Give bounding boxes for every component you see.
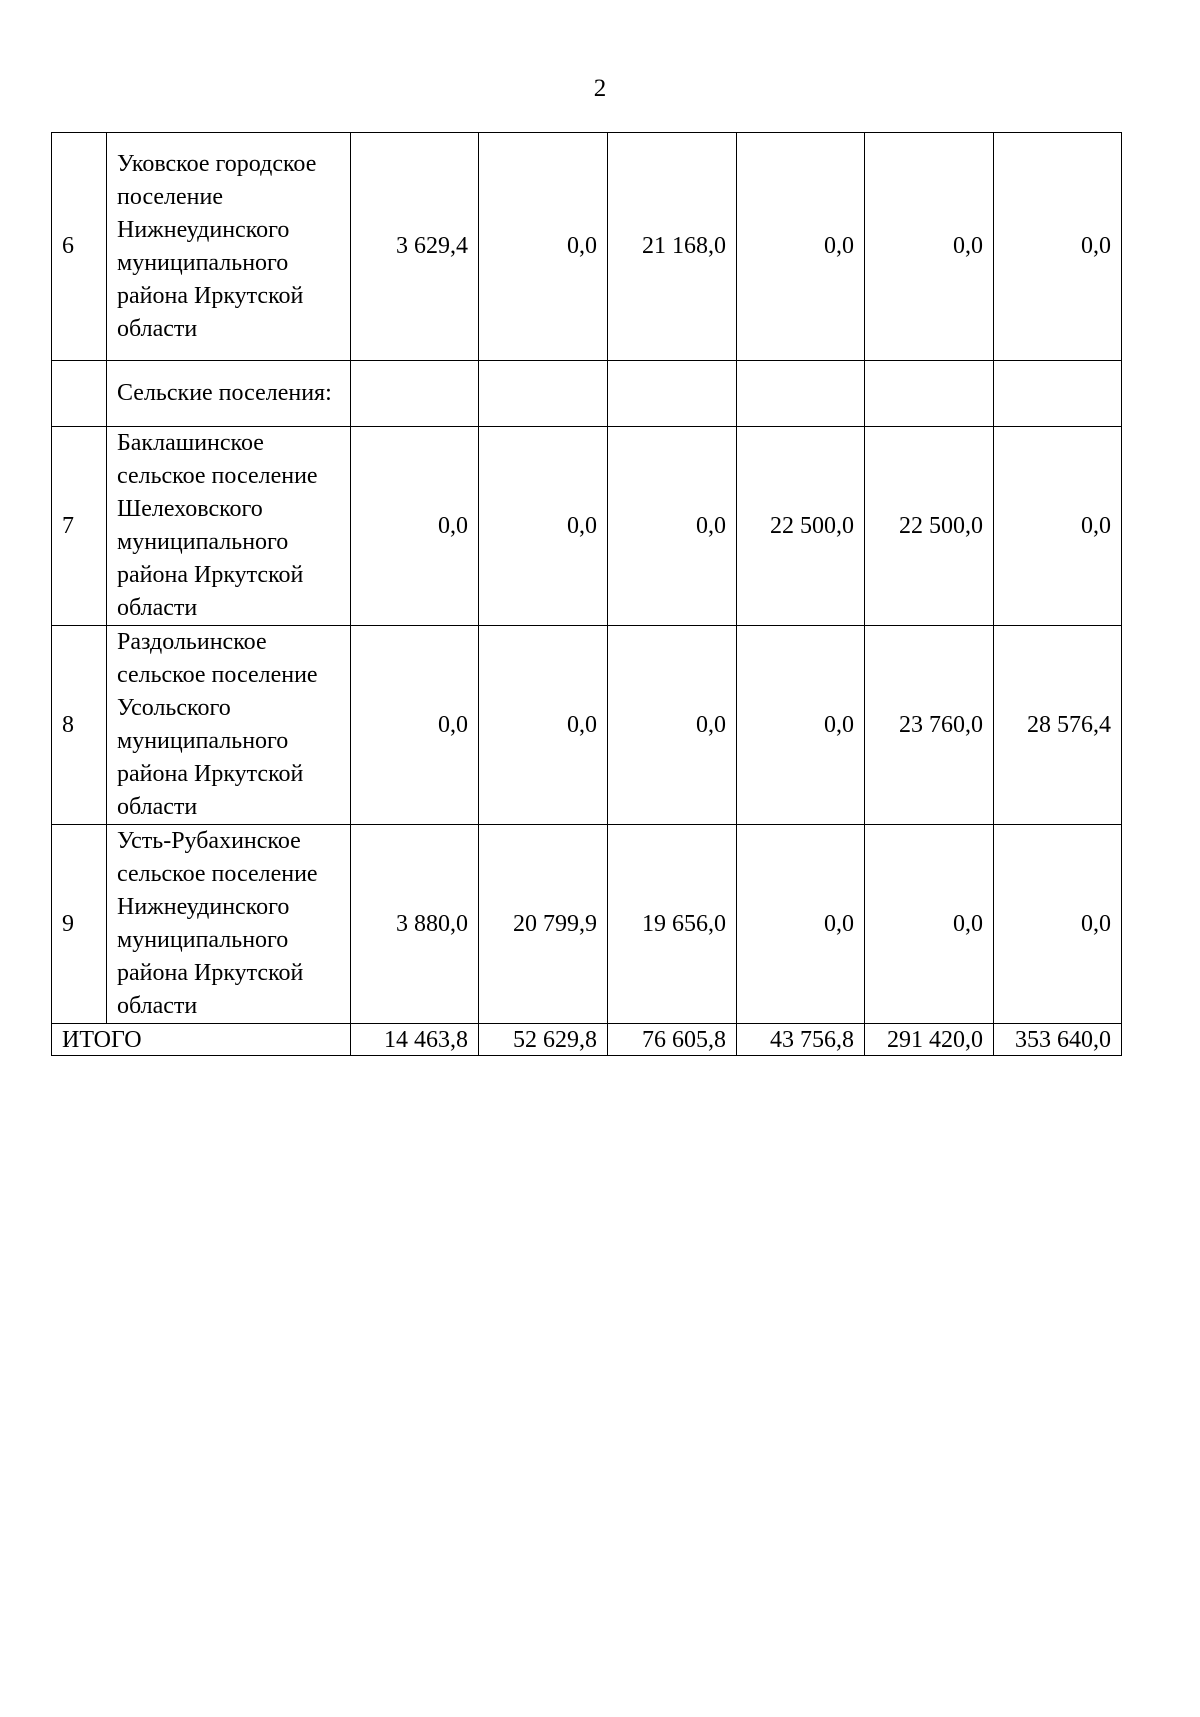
value-cell: 0,0: [608, 427, 737, 626]
total-value: 291 420,0: [865, 1024, 994, 1056]
value-cell: 0,0: [994, 825, 1122, 1024]
value-cell: 0,0: [865, 825, 994, 1024]
value-cell: 0,0: [351, 626, 479, 825]
value-cell: 0,0: [479, 133, 608, 361]
value-cell: 0,0: [994, 133, 1122, 361]
total-value: 43 756,8: [737, 1024, 865, 1056]
section-header-row: [52, 361, 1122, 427]
total-value: 14 463,8: [351, 1024, 479, 1056]
value-cell: 0,0: [994, 427, 1122, 626]
value-cell: 22 500,0: [865, 427, 994, 626]
row-number: [52, 361, 107, 427]
value-cell: 0,0: [737, 825, 865, 1024]
row-number: 6: [52, 133, 107, 361]
value-cell: [351, 361, 479, 427]
total-row: [52, 1024, 1122, 1056]
value-cell: [994, 361, 1122, 427]
value-cell: 20 799,9: [479, 825, 608, 1024]
value-cell: [737, 361, 865, 427]
total-value: 52 629,8: [479, 1024, 608, 1056]
value-cell: 0,0: [479, 626, 608, 825]
value-cell: 19 656,0: [608, 825, 737, 1024]
value-cell: [865, 361, 994, 427]
value-cell: 0,0: [865, 133, 994, 361]
table-row: [52, 825, 1122, 1024]
budget-table: [51, 132, 1122, 1056]
row-number: 8: [52, 626, 107, 825]
value-cell: 23 760,0: [865, 626, 994, 825]
value-cell: 3 880,0: [351, 825, 479, 1024]
section-title: Сельские поселения:: [107, 361, 351, 427]
value-cell: [479, 361, 608, 427]
value-cell: 0,0: [608, 626, 737, 825]
row-number: 9: [52, 825, 107, 1024]
settlement-name: Усть-Рубахинское сельское поселение Нижнеудинского муниципального района Иркутской области: [107, 825, 351, 1024]
table-row: [52, 626, 1122, 825]
value-cell: 0,0: [737, 626, 865, 825]
total-value: 353 640,0: [994, 1024, 1122, 1056]
total-value: 76 605,8: [608, 1024, 737, 1056]
value-cell: 3 629,4: [351, 133, 479, 361]
value-cell: [608, 361, 737, 427]
value-cell: 0,0: [737, 133, 865, 361]
value-cell: 0,0: [479, 427, 608, 626]
value-cell: 0,0: [351, 427, 479, 626]
page-number: 2: [593, 75, 607, 102]
settlement-name: Уковское городское поселение Нижнеудинского муниципального района Иркутской области: [107, 133, 351, 361]
value-cell: 21 168,0: [608, 133, 737, 361]
value-cell: 22 500,0: [737, 427, 865, 626]
settlement-name: Баклашинское сельское поселение Шелеховского муниципального района Иркутской области: [107, 427, 351, 626]
value-cell: 28 576,4: [994, 626, 1122, 825]
total-label: ИТОГО: [52, 1024, 351, 1056]
settlement-name: Раздольинское сельское поселение Усольского муниципального района Иркутской области: [107, 626, 351, 825]
table-row: [52, 427, 1122, 626]
row-number: 7: [52, 427, 107, 626]
table-row: [52, 133, 1122, 361]
